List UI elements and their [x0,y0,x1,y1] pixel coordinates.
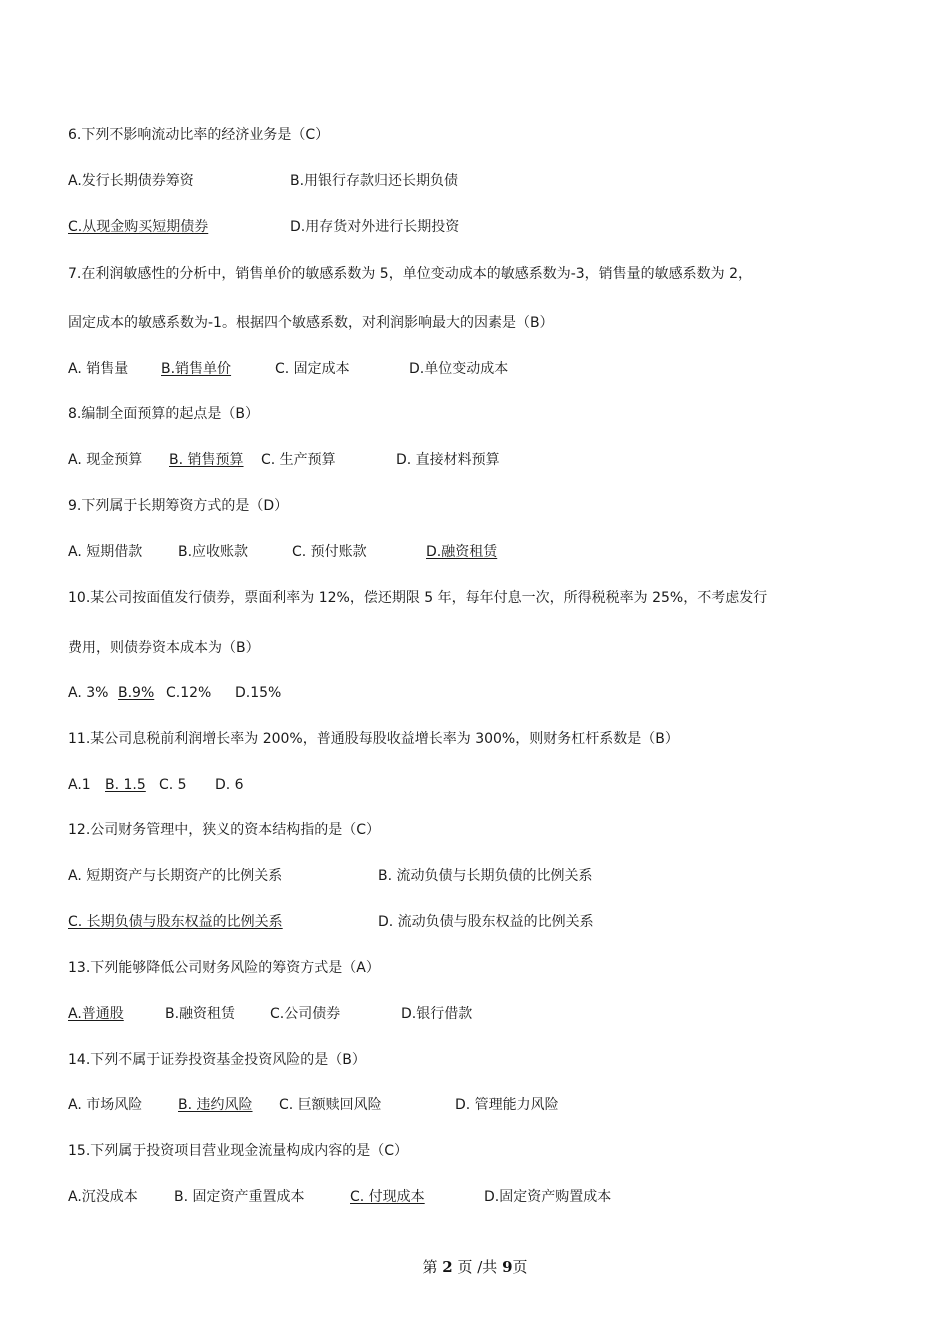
option-c: C. 固定成本 [275,361,350,377]
stem-text: 13.下列能够降低公司财务风险的筹资方式是（A） [68,960,380,976]
option-a: A. 短期资产与长期资产的比例关系 [68,868,283,884]
question-7-stem-line-1 [68,265,752,283]
option-b: B.融资租赁 [165,1006,236,1022]
question-8-options [68,451,500,469]
option-c: C. 5 [159,777,187,793]
option-c: C. 巨额赎回风险 [279,1097,382,1113]
option-b: B. 流动负债与长期负债的比例关系 [378,868,593,884]
option-c-answer: C. 长期负债与股东权益的比例关系 [68,914,283,930]
option-a-answer: A.普通股 [68,1006,124,1022]
stem-text: 6.下列不影响流动比率的经济业务是（C） [68,127,330,143]
total-page-number: 9 [502,1258,513,1276]
question-6-options-row-2 [68,218,459,236]
option-d: D.15% [235,685,282,701]
stem-text: 12.公司财务管理中，狭义的资本结构指的是（C） [68,822,381,838]
question-7-stem-line-2 [68,314,554,332]
question-11-stem [68,730,679,748]
question-9-options [68,543,497,561]
stem-text: 固定成本的敏感系数为-1。根据四个敏感系数，对利润影响最大的因素是（B） [68,315,554,331]
option-d: D.单位变动成本 [409,361,509,377]
question-6-options-row-1 [68,172,458,190]
question-12-options-row-1 [68,867,593,885]
option-d: D.银行借款 [401,1006,473,1022]
option-d: D.固定资产购置成本 [484,1189,612,1205]
question-11-options [68,776,244,794]
option-c: C.12% [166,685,212,701]
option-d: D. 管理能力风险 [455,1097,559,1113]
question-15-stem [68,1142,408,1160]
option-c: C.公司债券 [270,1006,341,1022]
option-a: A. 销售量 [68,361,129,377]
option-b: B.应收账款 [178,544,249,560]
stem-text: 7.在利润敏感性的分析中，销售单价的敏感系数为 5，单位变动成本的敏感系数为-3，销售量的敏感系数为 2， [68,266,753,282]
option-d: D. 流动负债与股东权益的比例关系 [378,914,594,930]
option-a: A.发行长期债券筹资 [68,173,194,189]
question-12-stem [68,821,380,839]
question-9-stem [68,497,288,515]
question-12-options-row-2 [68,913,594,931]
option-b-answer: B.销售单价 [161,361,232,377]
option-a: A. 现金预算 [68,452,143,468]
question-14-options [68,1096,559,1114]
question-13-options [68,1005,472,1023]
option-b-answer: B. 1.5 [105,777,146,793]
question-8-stem [68,405,259,423]
stem-text: 8.编制全面预算的起点是（B） [68,406,259,422]
question-10-stem-line-1 [68,589,767,607]
question-10-options [68,684,281,702]
option-b-answer: B. 销售预算 [169,452,244,468]
option-c: C. 预付账款 [292,544,367,560]
option-b-answer: B. 违约风险 [178,1097,253,1113]
option-b-answer: B.9% [118,685,155,701]
current-page-number: 2 [442,1258,453,1276]
option-a: A.1 [68,777,91,793]
question-15-options [68,1188,611,1206]
stem-text: 10.某公司按面值发行债券，票面利率为 12%，偿还期限 5 年，每年付息一次，所得税税率为 25%，不考虑发行 [68,590,768,606]
option-a: A. 短期借款 [68,544,143,560]
stem-text: 费用，则债券资本成本为（B） [68,640,260,656]
question-13-stem [68,959,380,977]
footer-prefix: 第 [422,1258,438,1276]
option-d: D. 6 [215,777,244,793]
option-c-answer: C.从现金购买短期债券 [68,219,209,235]
option-a: A.沉没成本 [68,1189,138,1205]
question-6-stem [68,126,329,144]
option-d: D.用存货对外进行长期投资 [290,219,460,235]
option-c: C. 生产预算 [261,452,336,468]
option-d-answer: D.融资租赁 [426,544,498,560]
option-d: D. 直接材料预算 [396,452,500,468]
option-b: B. 固定资产重置成本 [174,1189,305,1205]
option-b: B.用银行存款归还长期负债 [290,173,459,189]
footer-middle: 页 /共 [457,1258,498,1276]
option-c-answer: C. 付现成本 [350,1189,425,1205]
stem-text: 14.下列不属于证券投资基金投资风险的是（B） [68,1052,366,1068]
option-a: A. 市场风险 [68,1097,143,1113]
stem-text: 9.下列属于长期筹资方式的是（D） [68,498,289,514]
option-a: A. 3% [68,685,109,701]
question-7-options [68,360,508,378]
stem-text: 11.某公司息税前利润增长率为 200%，普通股每股收益增长率为 300%，则财务杠杆系数是（B） [68,731,679,747]
question-14-stem [68,1051,366,1069]
stem-text: 15.下列属于投资项目营业现金流量构成内容的是（C） [68,1143,409,1159]
question-10-stem-line-2 [68,639,260,657]
page-footer [0,1257,950,1277]
footer-suffix: 页 [512,1258,528,1276]
